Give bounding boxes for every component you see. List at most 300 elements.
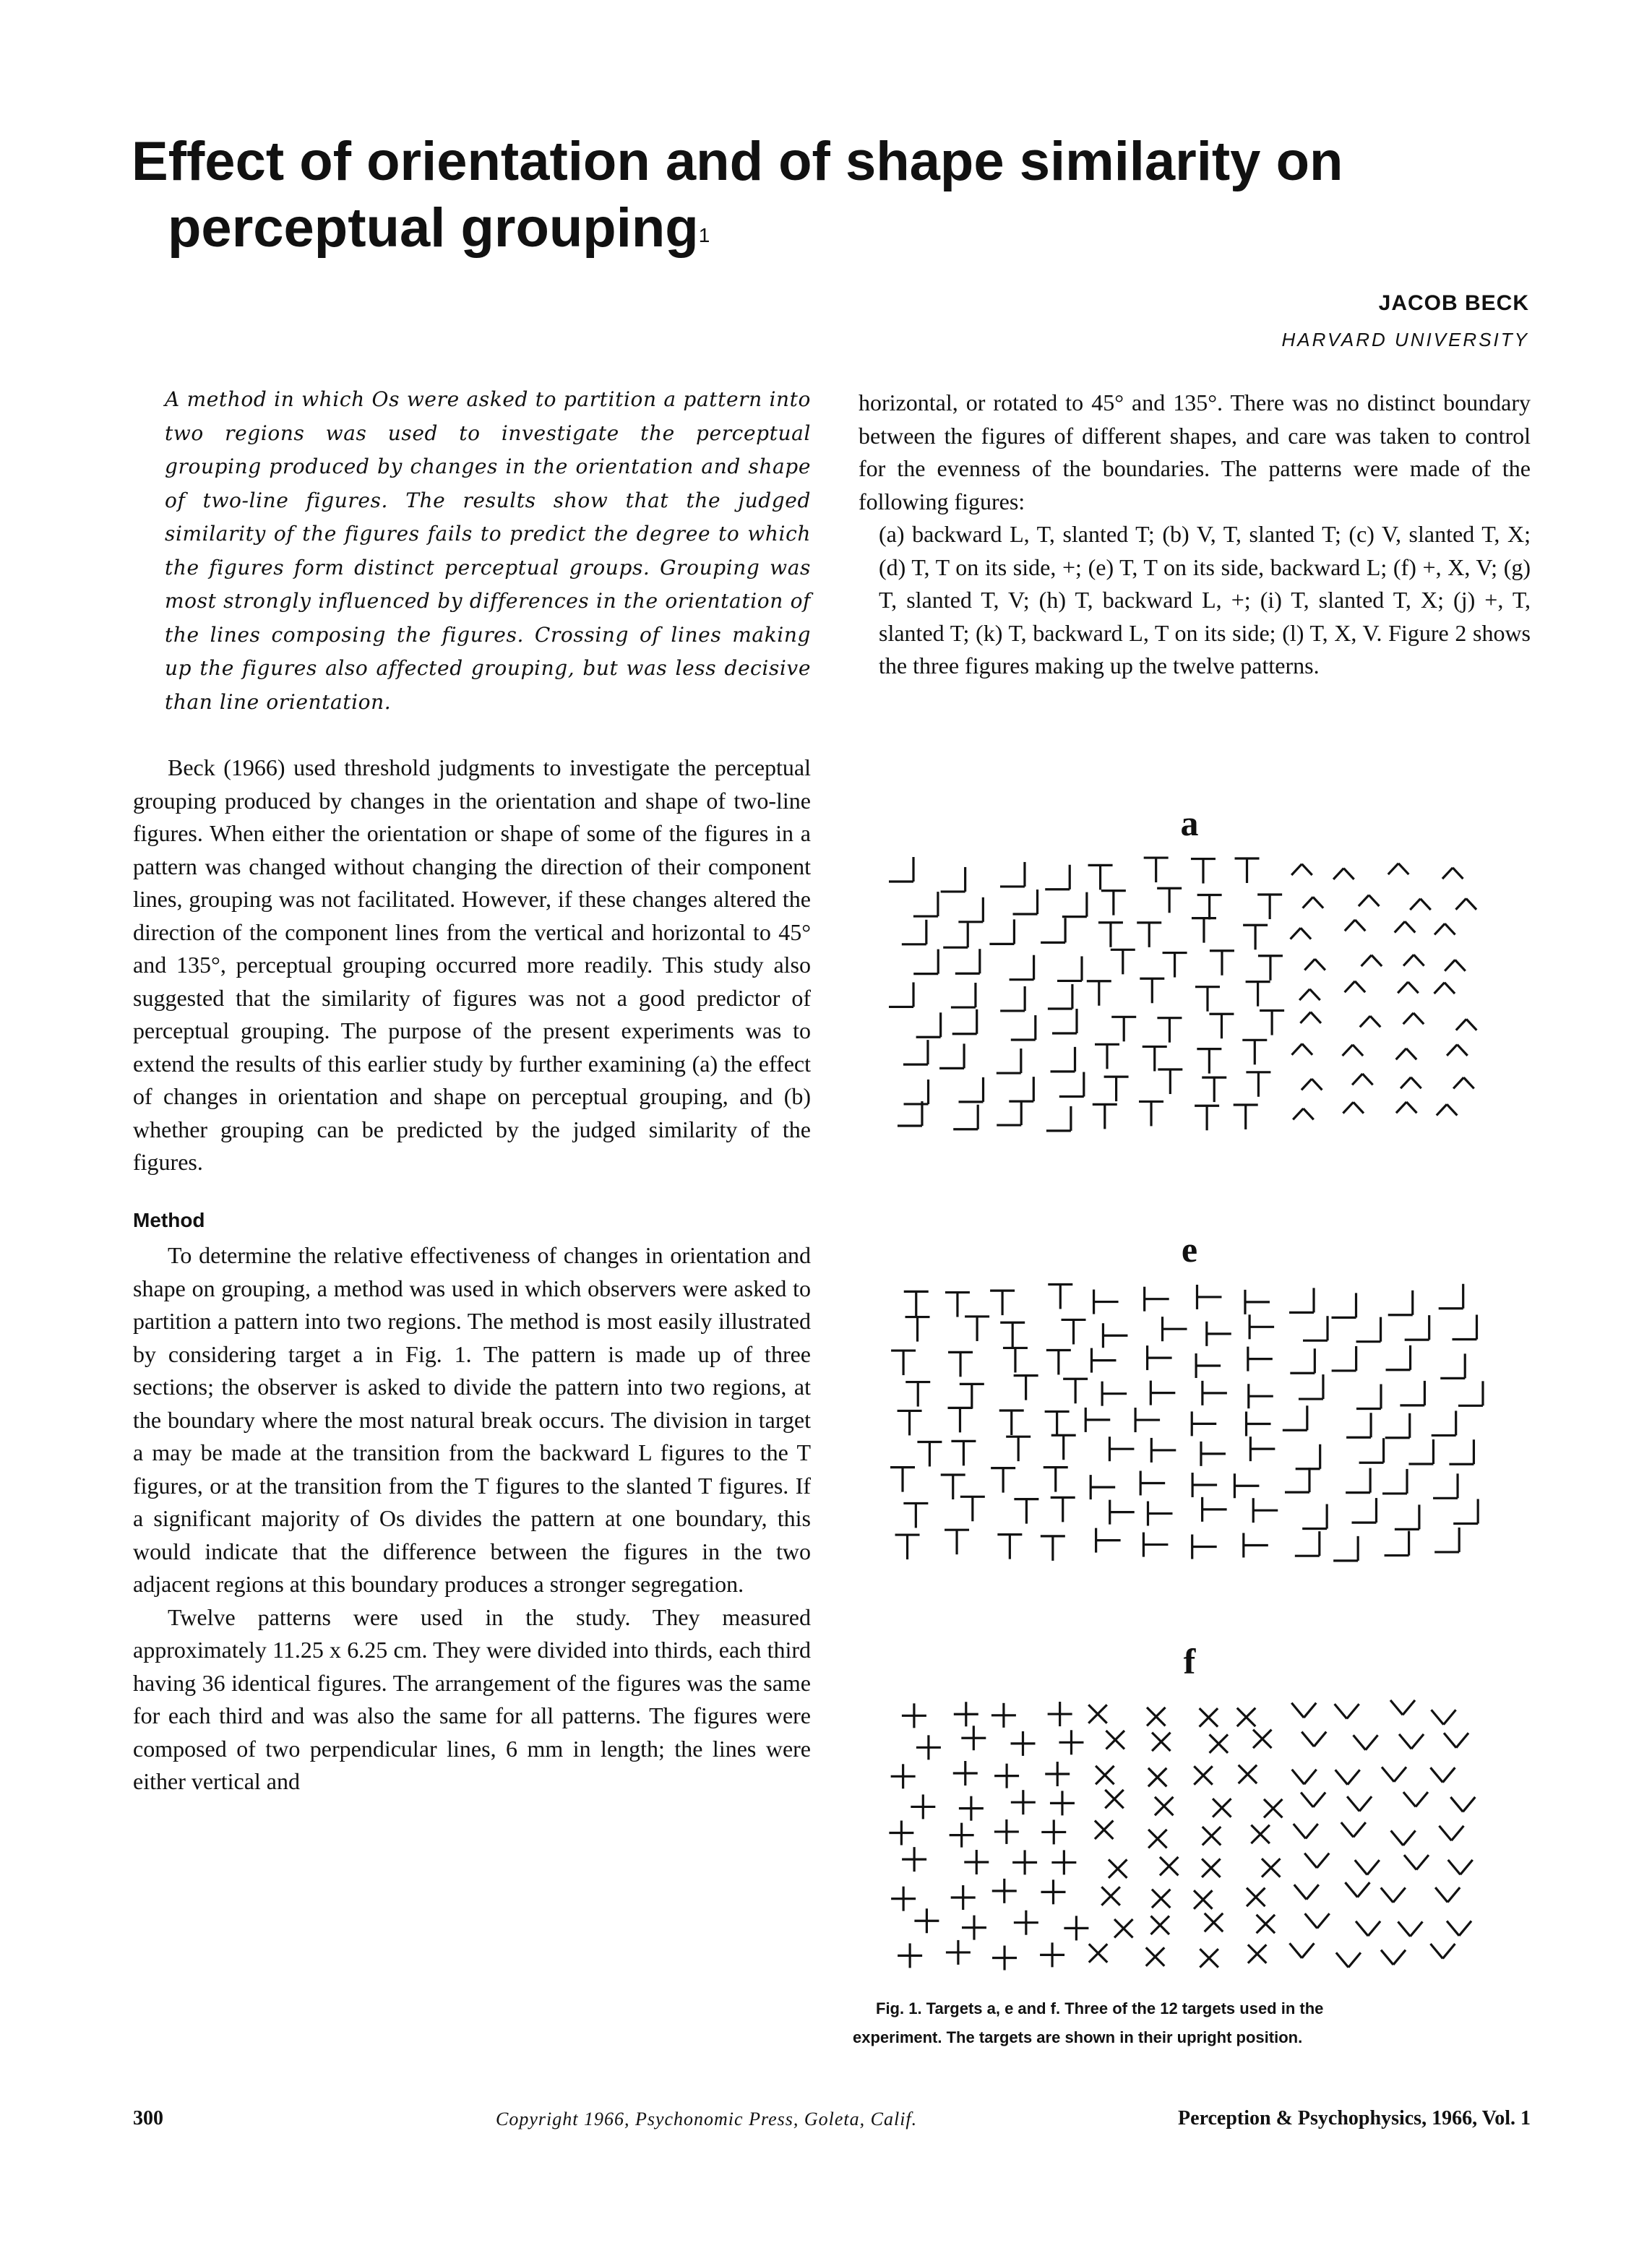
- pattern-e-figure-T-on-its-side: [1135, 1408, 1160, 1432]
- pattern-f-figure-+: [1048, 1702, 1072, 1726]
- pattern-a-figure-T: [1087, 981, 1111, 1006]
- figure-label-a: a: [1180, 803, 1199, 843]
- pattern-a-figure-backward-L: [902, 920, 926, 944]
- pattern-f-figure-+: [1011, 1731, 1036, 1756]
- figure-stroke: [1317, 1853, 1329, 1868]
- pattern-a-figure-backward-L: [889, 982, 913, 1007]
- figure-stroke: [1396, 1048, 1406, 1059]
- pattern-a-figure-slanted-T: [1434, 983, 1455, 994]
- pattern-e-figure-T-on-its-side: [1207, 1322, 1231, 1346]
- pattern-a-figure-backward-L: [1062, 892, 1087, 917]
- figure-stroke: [1416, 1792, 1428, 1806]
- pattern-a-figure-backward-L: [1009, 1077, 1033, 1101]
- title-line-2: perceptual grouping: [168, 197, 699, 259]
- figure-stroke: [1343, 1102, 1353, 1113]
- pattern-e-figure-T-on-its-side: [1143, 1533, 1168, 1557]
- pattern-f-figure-X: [1247, 1888, 1265, 1907]
- pattern-a-figure-T: [1246, 1072, 1270, 1097]
- pattern-a-figure-T: [1093, 1104, 1117, 1129]
- pattern-e-figure-T-on-its-side: [1250, 1437, 1275, 1461]
- abstract: A method in which Os were asked to partition a pattern into two regions was used to investigate the perceptual grouping produced by changes in the orientation and shape of two-line figures. The results show that the judged similarity of the figures fails to predict the degree to which the figures form distinct perceptual groups. Grouping was most strongly influenced by differences in the orientation of the lines composing the figures. Crossing of lines making up the figures also affected grouping, but was less decisive than line orientation.: [165, 387, 811, 714]
- pattern-f-figure-X: [1147, 1707, 1166, 1726]
- pattern-f-figure-V: [1391, 1830, 1416, 1845]
- pattern-e-figure-backward-L: [1400, 1381, 1424, 1405]
- pattern-f-figure-X: [1202, 1859, 1221, 1877]
- pattern-f-figure-X: [1257, 1915, 1275, 1934]
- pattern-f-figure-+: [954, 1702, 978, 1726]
- pattern-a-figure-T: [1197, 895, 1222, 920]
- figure-stroke: [1447, 1104, 1457, 1115]
- figure-stroke: [1357, 1882, 1369, 1897]
- figure-stroke: [1430, 1767, 1442, 1782]
- pattern-e-figure-T-on-its-side: [1192, 1473, 1217, 1497]
- figure-stroke: [1403, 1013, 1414, 1024]
- figure-stroke: [1317, 1913, 1330, 1928]
- pattern-a-figure-backward-L: [941, 867, 965, 892]
- pattern-e-figure-backward-L: [1283, 1405, 1307, 1430]
- pattern-e-figure-T: [903, 1503, 928, 1528]
- pattern-f-figure-+: [902, 1703, 926, 1728]
- pattern-a-figure-T: [1258, 956, 1283, 981]
- pattern-a-figure-backward-L: [904, 1080, 929, 1104]
- pattern-f-figure-V: [1450, 1797, 1475, 1812]
- figure-stroke: [1408, 982, 1418, 993]
- pattern-e-figure-T: [1044, 1468, 1068, 1492]
- pattern-a-figure-backward-L: [903, 1040, 928, 1064]
- pattern-a-figure-backward-L: [943, 923, 968, 947]
- pattern-f-figure-V: [1294, 1824, 1318, 1838]
- figure-stroke: [1355, 920, 1365, 931]
- figure-stroke: [1335, 1770, 1348, 1784]
- pattern-a-figure-T: [1163, 953, 1187, 978]
- pattern-f-figure-V: [1448, 1860, 1473, 1874]
- pattern-e-figure-T: [1014, 1499, 1038, 1524]
- pattern-f-figure-+: [992, 1879, 1017, 1903]
- pattern-f-figure-+: [914, 1908, 939, 1933]
- figure-stroke: [1439, 1826, 1451, 1840]
- target-f-pattern: [880, 1691, 1502, 1980]
- pattern-a-figure-T: [1144, 858, 1169, 882]
- pattern-f-figure-X: [1262, 1859, 1281, 1877]
- figure-stroke: [1372, 955, 1382, 966]
- pattern-a-figure-slanted-T: [1403, 955, 1424, 965]
- pattern-a-figure-slanted-T: [1388, 864, 1409, 874]
- pattern-f-figure-V: [1341, 1822, 1366, 1837]
- figure-stroke: [1434, 983, 1445, 994]
- pattern-f-figure-+: [992, 1946, 1017, 1971]
- figure-stroke: [1360, 1016, 1370, 1027]
- figure-stroke: [1432, 1710, 1444, 1724]
- pattern-f-figure-V: [1355, 1860, 1380, 1874]
- pattern-e-figure-backward-L: [1299, 1374, 1323, 1399]
- pattern-e-figure-T: [965, 1317, 989, 1341]
- pattern-e-figure-T: [960, 1384, 984, 1408]
- pattern-f-figure-V: [1444, 1733, 1468, 1747]
- target-e-pattern: [880, 1279, 1502, 1568]
- pattern-a-figure-T: [1111, 1017, 1136, 1041]
- figure-stroke: [1395, 921, 1405, 932]
- figure-stroke: [1314, 1732, 1326, 1747]
- figure-stroke: [1459, 1921, 1471, 1935]
- pattern-f-figure-V: [1294, 1885, 1319, 1899]
- pattern-a-figure-T: [1101, 891, 1126, 916]
- pattern-e-figure-T: [948, 1352, 973, 1377]
- pattern-e-figure-T: [951, 1441, 976, 1465]
- pattern-e-figure-T-on-its-side: [1249, 1314, 1274, 1339]
- figure-stroke: [1291, 928, 1301, 939]
- figure-stroke: [1355, 981, 1365, 992]
- pattern-a-figure-T: [1192, 918, 1216, 943]
- pattern-f-figure-V: [1435, 1887, 1460, 1902]
- pattern-e-figure-T-on-its-side: [1203, 1381, 1227, 1405]
- pattern-a-figure-slanted-T: [1352, 1074, 1373, 1085]
- pattern-f-figure-+: [1059, 1730, 1083, 1754]
- pattern-e-figure-T-on-its-side: [1196, 1353, 1221, 1378]
- figure-stroke: [1401, 1077, 1411, 1088]
- pattern-f-figure-V: [1304, 1853, 1329, 1868]
- figure-stroke: [1442, 1767, 1455, 1782]
- pattern-a-figure-backward-L: [955, 949, 980, 973]
- pattern-f-figure-+: [951, 1885, 976, 1910]
- pattern-a-figure-backward-L: [997, 1048, 1021, 1073]
- pattern-f-figure-X: [1106, 1731, 1125, 1749]
- pattern-a-figure-T: [1095, 1044, 1119, 1069]
- figure-stroke: [1315, 959, 1325, 970]
- figure-stroke: [1292, 1043, 1302, 1054]
- figure-stroke: [1447, 1887, 1460, 1902]
- pattern-f-figure-+: [946, 1940, 971, 1965]
- pattern-e-figure-T: [1006, 1437, 1031, 1461]
- pattern-e-figure-T: [1000, 1322, 1025, 1347]
- pattern-f-figure-+: [994, 1819, 1019, 1844]
- pattern-e-figure-T: [1051, 1497, 1075, 1522]
- pattern-f-figure-X: [1096, 1766, 1114, 1785]
- pattern-a-figure-backward-L: [958, 897, 983, 922]
- figure-caption: [853, 1994, 1532, 2052]
- pattern-f-figure-V: [1347, 1796, 1372, 1811]
- figure-stroke: [1355, 1860, 1367, 1874]
- pattern-f-figure-+: [1012, 1850, 1037, 1874]
- pattern-a-figure-slanted-T: [1447, 1045, 1468, 1056]
- figure-stroke: [1448, 1860, 1460, 1874]
- figure-stroke: [1393, 1950, 1406, 1965]
- pattern-a-figure-backward-L: [1048, 984, 1072, 1009]
- pattern-f-figure-+: [891, 1887, 916, 1911]
- figure-stroke: [1453, 868, 1463, 879]
- figure-stroke: [1390, 1700, 1403, 1715]
- pattern-e-figure-T: [997, 1535, 1022, 1559]
- figure-stroke: [1306, 1824, 1318, 1838]
- pattern-e-figure-T: [1051, 1435, 1076, 1460]
- figure-stroke: [1442, 1944, 1455, 1958]
- pattern-f-figure-+: [1040, 1942, 1064, 1967]
- figure-caption-line-1: Fig. 1. Targets a, e and f. Three of the 12 targets used in the: [876, 1999, 1324, 2017]
- pattern-a-figure-slanted-T: [1396, 1102, 1417, 1113]
- figure-stroke: [1411, 1077, 1421, 1088]
- pattern-a-figure-slanted-T: [1410, 899, 1431, 910]
- pattern-a-figure-slanted-T: [1345, 920, 1366, 931]
- pattern-e-figure-T-on-its-side: [1148, 1345, 1172, 1370]
- pattern-a-figure-backward-L: [1052, 1009, 1077, 1033]
- figure-stroke: [1304, 1853, 1317, 1868]
- figure-stroke: [1291, 864, 1302, 875]
- pattern-e-figure-backward-L: [1458, 1381, 1483, 1405]
- figure-stroke: [1398, 982, 1408, 993]
- pattern-f-figure-+: [916, 1735, 941, 1760]
- pattern-e-figure-backward-L: [1332, 1346, 1356, 1371]
- figure-stroke: [1466, 1019, 1476, 1030]
- figure-stroke: [1302, 1043, 1312, 1054]
- pattern-a-figure-backward-L: [1041, 918, 1065, 942]
- pattern-e-figure-backward-L: [1440, 1353, 1465, 1378]
- figure-label-f: f: [1183, 1641, 1196, 1681]
- figure-stroke: [1309, 989, 1320, 1000]
- figure-stroke: [1437, 1104, 1447, 1115]
- figure-stroke: [1301, 928, 1311, 939]
- pattern-a-figure-T: [1209, 1014, 1234, 1038]
- title-line-1: Effect of orientation and of shape similarity on: [132, 131, 1343, 192]
- pattern-f-figure-V: [1292, 1770, 1317, 1784]
- pattern-e-figure-T: [945, 1530, 969, 1554]
- intro-paragraph: Beck (1966) used threshold judgments to investigate the perceptual grouping produced by changes in the orientation and shape of two-line figures. When either the orientation or shape of some of the figures in a pattern was changed without changing the direction of their component lines, grouping was not facilitated. However, if these changes altered the direction of the component lines from the vertical and horizontal to 45° and 135°, perceptual grouping occurred more readily. This study also suggested that the similarity of figures was not a good predictor of perceptual grouping. The purpose of the present experiments was to extend the results of this earlier study by further examining (a) the effect of changes in orientation and shape on perceptual grouping, and (b) whether grouping can be predicted by the judged similarity of the figures.: [133, 754, 811, 1175]
- pattern-a-figure-slanted-T: [1360, 1016, 1381, 1027]
- author-name: JACOB BECK: [1378, 291, 1529, 315]
- pattern-f-figure-X: [1248, 1945, 1267, 1963]
- pattern-a-figure-T: [1140, 978, 1164, 1003]
- pattern-f-figure-+: [961, 1726, 986, 1750]
- pattern-f-figure-+: [1045, 1762, 1070, 1786]
- pattern-e-figure-backward-L: [1285, 1468, 1309, 1492]
- figure-stroke: [1370, 1016, 1380, 1027]
- pattern-e-figure-backward-L: [1356, 1317, 1381, 1342]
- figure-stroke: [1369, 895, 1379, 906]
- pattern-f-figure-X: [1089, 1944, 1108, 1963]
- pattern-a-figure-backward-L: [889, 857, 913, 882]
- figures-intro-paragraph: horizontal, or rotated to 45° and 135°. There was no distinct boundary between the figures of different shapes, and care was taken to control for the evenness of the boundaries. The patterns were made of the following figures:: [859, 389, 1531, 514]
- pattern-e-figure-T: [905, 1317, 930, 1342]
- figure-stroke: [1406, 1102, 1416, 1113]
- pattern-a-figure-slanted-T: [1299, 989, 1320, 1000]
- pattern-a-figure-backward-L: [989, 919, 1014, 944]
- pattern-a-figure-slanted-T: [1293, 1108, 1314, 1119]
- figure-stroke: [1403, 1700, 1415, 1715]
- figure-stroke: [1336, 1952, 1348, 1967]
- figure-stroke: [1414, 955, 1424, 965]
- pattern-a-figure-slanted-T: [1455, 898, 1476, 909]
- pattern-e-figure-backward-L: [1303, 1316, 1328, 1340]
- pattern-f-figure-X: [1213, 1799, 1231, 1817]
- pattern-e-figure-backward-L: [1388, 1291, 1413, 1315]
- pattern-e-figure-backward-L: [1453, 1499, 1478, 1523]
- pattern-e-figure-T-on-its-side: [1248, 1347, 1273, 1371]
- pattern-a-figure-T: [1139, 1101, 1163, 1126]
- pattern-f-figure-X: [1264, 1799, 1283, 1818]
- pattern-f-figure-+: [1041, 1879, 1065, 1904]
- pattern-e-figure-T-on-its-side: [1192, 1411, 1216, 1436]
- pattern-f-figure-V: [1301, 1792, 1325, 1806]
- figure-stroke: [1354, 1822, 1366, 1837]
- figure-stroke: [1405, 921, 1415, 932]
- pattern-f-figure-V: [1430, 1944, 1455, 1958]
- pattern-e-figure-backward-L: [1359, 1438, 1384, 1463]
- pattern-e-figure-T: [1041, 1536, 1065, 1561]
- pattern-f-figure-+: [1050, 1791, 1075, 1815]
- pattern-e-figure-T-on-its-side: [1253, 1498, 1278, 1523]
- figure-stroke: [1410, 899, 1420, 910]
- pattern-f-figure-X: [1194, 1890, 1213, 1909]
- target-a-pattern: [880, 853, 1502, 1142]
- pattern-e-figure-T: [891, 1351, 916, 1375]
- pattern-a-figure-T: [1235, 858, 1260, 883]
- figure-stroke: [1307, 1885, 1319, 1899]
- figure-stroke: [1347, 1796, 1359, 1811]
- pattern-a-figure-backward-L: [1045, 865, 1070, 890]
- figure-stroke: [1456, 1733, 1468, 1747]
- pattern-a-figure-slanted-T: [1343, 1045, 1364, 1056]
- pattern-f-figure-X: [1155, 1797, 1174, 1816]
- figure-stroke: [1348, 1952, 1361, 1967]
- pattern-f-figure-+: [962, 1916, 986, 1940]
- pattern-a-figure-slanted-T: [1303, 897, 1324, 908]
- pattern-e-figure-backward-L: [1386, 1345, 1411, 1370]
- pattern-f-figure-X: [1146, 1947, 1165, 1966]
- copyright-line: Copyright 1966, Psychonomic Press, Goleta, Calif.: [496, 2109, 918, 2129]
- pattern-a-figure-T: [1143, 1046, 1167, 1071]
- figure-stroke: [1457, 1045, 1467, 1056]
- pattern-a-figure-backward-L: [913, 949, 938, 974]
- pattern-e-figure-T-on-its-side: [1203, 1497, 1227, 1522]
- pattern-f-figure-V: [1403, 1792, 1428, 1806]
- pattern-e-figure-T: [1062, 1319, 1086, 1344]
- figure-stroke: [1450, 1797, 1463, 1812]
- pattern-f-figure-V: [1291, 1703, 1316, 1718]
- pattern-f-figure-+: [964, 1850, 989, 1874]
- pattern-f-figure-V: [1381, 1950, 1406, 1965]
- figure-stroke: [1455, 960, 1465, 970]
- pattern-e-figure-T-on-its-side: [1201, 1442, 1226, 1466]
- pattern-e-figure-backward-L: [1385, 1413, 1410, 1438]
- pattern-e-figure-T-on-its-side: [1150, 1381, 1175, 1405]
- pattern-f-figure-X: [1200, 1708, 1218, 1727]
- figure-stroke: [1348, 1770, 1360, 1784]
- pattern-f-figure-X: [1148, 1768, 1167, 1787]
- figure-stroke: [1343, 1045, 1353, 1056]
- pattern-e-figure-T-on-its-side: [1110, 1500, 1135, 1525]
- figure-stroke: [1463, 1077, 1474, 1088]
- pattern-e-figure-T-on-its-side: [1234, 1473, 1259, 1498]
- figure-stroke: [1398, 864, 1408, 874]
- pattern-a-figure-T: [1157, 1018, 1182, 1043]
- pattern-f-figure-V: [1381, 1887, 1406, 1902]
- pattern-f-figure-V: [1447, 1921, 1471, 1935]
- figure-stroke: [1447, 1921, 1459, 1935]
- figure-stroke: [1291, 1703, 1304, 1718]
- pattern-e-figure-T-on-its-side: [1094, 1290, 1119, 1314]
- pattern-e-figure-backward-L: [1382, 1469, 1407, 1494]
- pattern-a-figure-T: [1257, 895, 1282, 919]
- pattern-a-figure-slanted-T: [1401, 1077, 1421, 1088]
- pattern-e-figure-T-on-its-side: [1197, 1285, 1221, 1309]
- figure-stroke: [1410, 1921, 1422, 1936]
- pattern-f-figure-V: [1345, 1882, 1369, 1897]
- figure-stroke: [1333, 869, 1343, 879]
- pattern-e-figure-backward-L: [1408, 1439, 1433, 1464]
- figure-stroke: [1445, 983, 1455, 994]
- pattern-e-figure-T: [1063, 1379, 1088, 1403]
- pattern-e-figure-backward-L: [1295, 1531, 1320, 1556]
- pattern-a-figure-T: [1111, 949, 1135, 974]
- pattern-a-figure-T: [1157, 888, 1182, 913]
- pattern-a-figure-backward-L: [939, 1043, 964, 1068]
- figure-stroke: [1289, 1943, 1302, 1958]
- pattern-f-figure-V: [1382, 1767, 1406, 1781]
- figure-stroke: [1394, 1767, 1406, 1781]
- pattern-a-figure-T: [1098, 923, 1123, 947]
- pattern-e-figure-backward-L: [1405, 1315, 1429, 1340]
- pattern-e-figure-T: [890, 1468, 915, 1492]
- pattern-a-figure-backward-L: [959, 1077, 984, 1102]
- figure-caption-line-2: experiment. The targets are shown in their upright position.: [853, 2028, 1303, 2046]
- figure-stroke: [1294, 1824, 1306, 1838]
- author-affiliation: HARVARD UNIVERSITY: [1281, 329, 1529, 350]
- figure-stroke: [1447, 1045, 1457, 1056]
- figure-stroke: [1353, 1045, 1363, 1056]
- figure-stroke: [1393, 1887, 1406, 1902]
- pattern-e-figure-T-on-its-side: [1245, 1290, 1270, 1314]
- figure-stroke: [1312, 1079, 1322, 1090]
- pattern-a-figure-slanted-T: [1302, 1079, 1322, 1090]
- pattern-e-figure-T-on-its-side: [1148, 1502, 1172, 1526]
- pattern-a-figure-slanted-T: [1434, 923, 1455, 934]
- pattern-f-figure-V: [1354, 1735, 1378, 1749]
- figure-stroke: [1302, 864, 1312, 875]
- pattern-f-figure-V: [1399, 1734, 1424, 1749]
- figure-stroke: [1335, 1704, 1347, 1718]
- pattern-e-figure-T-on-its-side: [1109, 1437, 1134, 1461]
- pattern-e-figure-T: [1014, 1376, 1038, 1400]
- pattern-a-figure-T: [1191, 859, 1216, 884]
- figure-stroke: [1343, 869, 1354, 879]
- pattern-e-figure-backward-L: [1439, 1284, 1463, 1309]
- figure-stroke: [1356, 1921, 1368, 1936]
- pattern-e-figure-backward-L: [1346, 1468, 1370, 1493]
- pattern-a-figure-backward-L: [1046, 1106, 1071, 1131]
- pattern-f-figure-X: [1151, 1916, 1170, 1934]
- pattern-a-figure-slanted-T: [1456, 1019, 1477, 1030]
- pattern-f-figure-+: [902, 1847, 926, 1872]
- pattern-e-figure-T: [1048, 1284, 1072, 1309]
- figure-stroke: [1354, 1102, 1364, 1113]
- pattern-e-figure-backward-L: [1331, 1293, 1356, 1317]
- figure-stroke: [1396, 1102, 1406, 1113]
- pattern-f-figure-V: [1398, 1921, 1422, 1936]
- pattern-e-figure-T: [999, 1411, 1024, 1435]
- pattern-f-figure-V: [1439, 1826, 1463, 1840]
- pattern-e-figure-T: [991, 1468, 1015, 1493]
- figure-stroke: [1303, 897, 1313, 908]
- pattern-e-figure-T-on-its-side: [1085, 1408, 1110, 1432]
- pattern-f-figure-V: [1335, 1770, 1360, 1784]
- pattern-a-figure-slanted-T: [1396, 1048, 1417, 1059]
- pattern-f-figure-X: [1105, 1790, 1124, 1809]
- pattern-e-figure-backward-L: [1385, 1531, 1409, 1556]
- article-title: [132, 129, 1541, 262]
- figure-stroke: [1299, 989, 1309, 1000]
- pattern-f-figure-V: [1432, 1710, 1456, 1724]
- pattern-e-figure-backward-L: [1290, 1348, 1315, 1373]
- pattern-e-figure-backward-L: [1346, 1413, 1371, 1437]
- figure-stroke: [1388, 864, 1398, 874]
